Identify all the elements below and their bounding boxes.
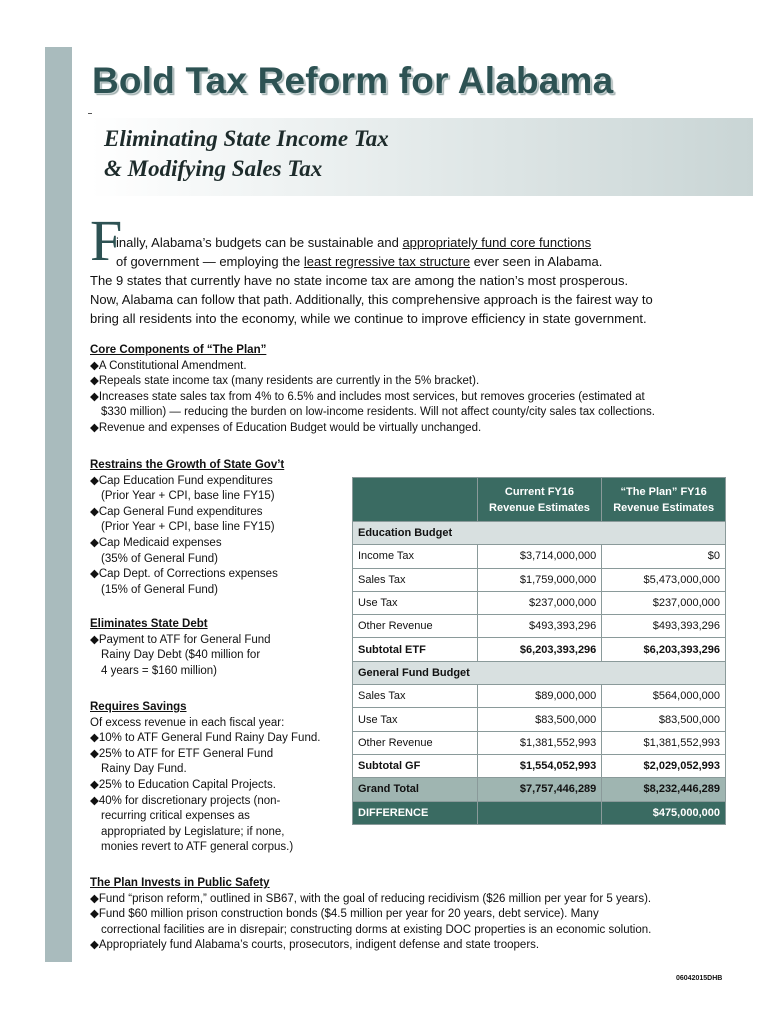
intro-underlined-text: appropriately fund core functions: [402, 235, 592, 250]
list-item: ◆Repeals state income tax (many residents are currently in the 5% bracket).: [90, 375, 480, 388]
savings-section: [90, 700, 320, 856]
row-label: Use Tax: [353, 708, 478, 731]
category-education: Education Budget: [353, 522, 726, 545]
row-label: Income Tax: [353, 545, 478, 568]
plan-value: $1,381,552,993: [602, 731, 726, 754]
table-category-row: [353, 661, 726, 684]
current-value-empty: [477, 801, 602, 824]
list-item: 4 years = $160 million): [101, 664, 218, 677]
row-label: Subtotal GF: [353, 754, 478, 777]
plan-value: $237,000,000: [602, 591, 726, 614]
intro-line-5: bring all residents into the economy, while we continue to improve efficiency in state government.: [90, 311, 647, 326]
table-subtotal-row: [353, 754, 726, 777]
sidebar-accent-bar: [45, 47, 72, 962]
debt-heading: Eliminates State Debt: [90, 618, 208, 630]
list-item: ◆Cap Dept. of Corrections expenses: [90, 568, 278, 581]
restrains-heading: Restrains the Growth of State Gov’t: [90, 459, 285, 471]
list-item: Of excess revenue in each fiscal year:: [90, 716, 285, 729]
intro-line-3: The 9 states that currently have no state income tax are among the nation’s most prosperous.: [90, 273, 629, 288]
restrains-section: [90, 458, 284, 598]
list-item: ◆Cap Education Fund expenditures: [90, 474, 273, 487]
list-item: ◆Appropriately fund Alabama’s courts, prosecutors, indigent defense and state troopers.: [90, 939, 540, 952]
row-label: Use Tax: [353, 591, 478, 614]
plan-value: $0: [602, 545, 726, 568]
core-components-heading: Core Components of “The Plan”: [90, 344, 267, 356]
list-item: recurring critical expenses as: [101, 810, 250, 823]
current-value: $493,393,296: [477, 615, 602, 638]
page-title: Bold Tax Reform for Alabama: [92, 60, 614, 101]
current-value: $83,500,000: [477, 708, 602, 731]
current-value: $3,714,000,000: [477, 545, 602, 568]
table-grand-total-row: [353, 778, 726, 801]
list-item: Rainy Day Fund.: [101, 763, 187, 776]
list-item: Rainy Day Debt ($40 million for: [101, 649, 261, 662]
intro-text: of government — employing the: [116, 254, 304, 269]
plan-value: $2,029,052,993: [602, 754, 726, 777]
table-header-blank: [353, 478, 478, 522]
debt-section: [90, 617, 271, 679]
list-item: ◆Fund $60 million prison construction bonds ($4.5 million per year for 20 years, debt service). Many: [90, 908, 599, 921]
list-item: correctional facilities are in disrepair; constructing dorms at existing DOC properties is an economic solution.: [101, 923, 652, 936]
header-line: “The Plan” FY16: [620, 485, 707, 498]
plan-value: $493,393,296: [602, 615, 726, 638]
row-label: Other Revenue: [353, 731, 478, 754]
list-item: ◆Cap Medicaid expenses: [90, 536, 222, 549]
list-item: (Prior Year + CPI, base line FY15): [101, 490, 275, 503]
current-value: $1,554,052,993: [477, 754, 602, 777]
table-category-row: [353, 522, 726, 545]
row-label: DIFFERENCE: [353, 801, 478, 824]
intro-underlined-text: least regressive tax structure: [303, 254, 471, 269]
header-line: Current FY16: [504, 485, 574, 498]
title-tick-mark: [88, 113, 92, 114]
current-value: $1,381,552,993: [477, 731, 602, 754]
row-label: Grand Total: [353, 778, 478, 801]
intro-line-1: [116, 233, 591, 252]
savings-heading: Requires Savings: [90, 701, 187, 713]
plan-value: $564,000,000: [602, 685, 726, 708]
current-value: $1,759,000,000: [477, 568, 602, 591]
list-item: monies revert to ATF general corpus.): [101, 841, 294, 854]
list-item: ◆Revenue and expenses of Education Budget would be virtually unchanged.: [90, 421, 482, 434]
list-item: ◆25% to Education Capital Projects.: [90, 778, 276, 791]
document-code: 06042015DHB: [676, 975, 723, 982]
table-header-row: [353, 478, 726, 522]
header-line: Revenue Estimates: [489, 501, 590, 514]
list-item: (35% of General Fund): [101, 552, 218, 565]
current-value: $6,203,393,296: [477, 638, 602, 661]
plan-value: $475,000,000: [602, 801, 726, 824]
plan-value: $5,473,000,000: [602, 568, 726, 591]
table-difference-row: [353, 801, 726, 824]
subtitle-line-1: Eliminating State Income Tax: [104, 126, 389, 151]
drop-cap: F: [90, 208, 123, 273]
table-subtotal-row: [353, 638, 726, 661]
list-item: ◆Payment to ATF for General Fund: [90, 633, 271, 646]
intro-text: inally, Alabama’s budgets can be sustainable and: [116, 235, 403, 250]
row-label: Other Revenue: [353, 615, 478, 638]
list-item: (15% of General Fund): [101, 583, 218, 596]
intro-line-2: [116, 252, 602, 271]
subtitle-banner: [90, 118, 753, 196]
row-label: Sales Tax: [353, 568, 478, 591]
list-item: ◆Increases state sales tax from 4% to 6.5% and includes most services, but removes groceries (estimated at: [90, 390, 645, 403]
table-row: [353, 708, 726, 731]
plan-value: $83,500,000: [602, 708, 726, 731]
list-item: (Prior Year + CPI, base line FY15): [101, 521, 275, 534]
current-value: $89,000,000: [477, 685, 602, 708]
intro-line-4: Now, Alabama can follow that path. Additionally, this comprehensive approach is the fairest way to: [90, 292, 653, 307]
public-safety-section: [90, 876, 651, 954]
list-item: appropriated by Legislature; if none,: [101, 825, 285, 838]
list-item: ◆10% to ATF General Fund Rainy Day Fund.: [90, 732, 321, 745]
list-item: ◆25% to ATF for ETF General Fund: [90, 747, 274, 760]
table-row: [353, 615, 726, 638]
plan-value: $8,232,446,289: [602, 778, 726, 801]
list-item: $330 million) — reducing the burden on low-income residents. Will not affect county/city sales tax collections.: [101, 406, 655, 419]
table-row: [353, 591, 726, 614]
category-general-fund: General Fund Budget: [353, 661, 726, 684]
revenue-table: [352, 477, 726, 825]
header-plan-fy16: [602, 478, 726, 522]
header-current-fy16: [477, 478, 602, 522]
intro-text: ever seen in Alabama.: [470, 254, 603, 269]
row-label: Sales Tax: [353, 685, 478, 708]
table-row: [353, 731, 726, 754]
table-row: [353, 568, 726, 591]
list-item: ◆Cap General Fund expenditures: [90, 505, 263, 518]
core-components-section: [90, 343, 655, 437]
list-item: ◆A Constitutional Amendment.: [90, 359, 247, 372]
table-row: [353, 685, 726, 708]
subtitle-line-2: & Modifying Sales Tax: [104, 156, 323, 181]
plan-value: $6,203,393,296: [602, 638, 726, 661]
header-line: Revenue Estimates: [613, 501, 715, 514]
table-row: [353, 545, 726, 568]
list-item: ◆40% for discretionary projects (non-: [90, 794, 281, 807]
public-safety-heading: The Plan Invests in Public Safety: [90, 877, 270, 889]
current-value: $237,000,000: [477, 591, 602, 614]
current-value: $7,757,446,289: [477, 778, 602, 801]
list-item: ◆Fund “prison reform,” outlined in SB67, with the goal of reducing recidivism ($26 million per year for 5 years).: [90, 892, 652, 905]
row-label: Subtotal ETF: [353, 638, 478, 661]
